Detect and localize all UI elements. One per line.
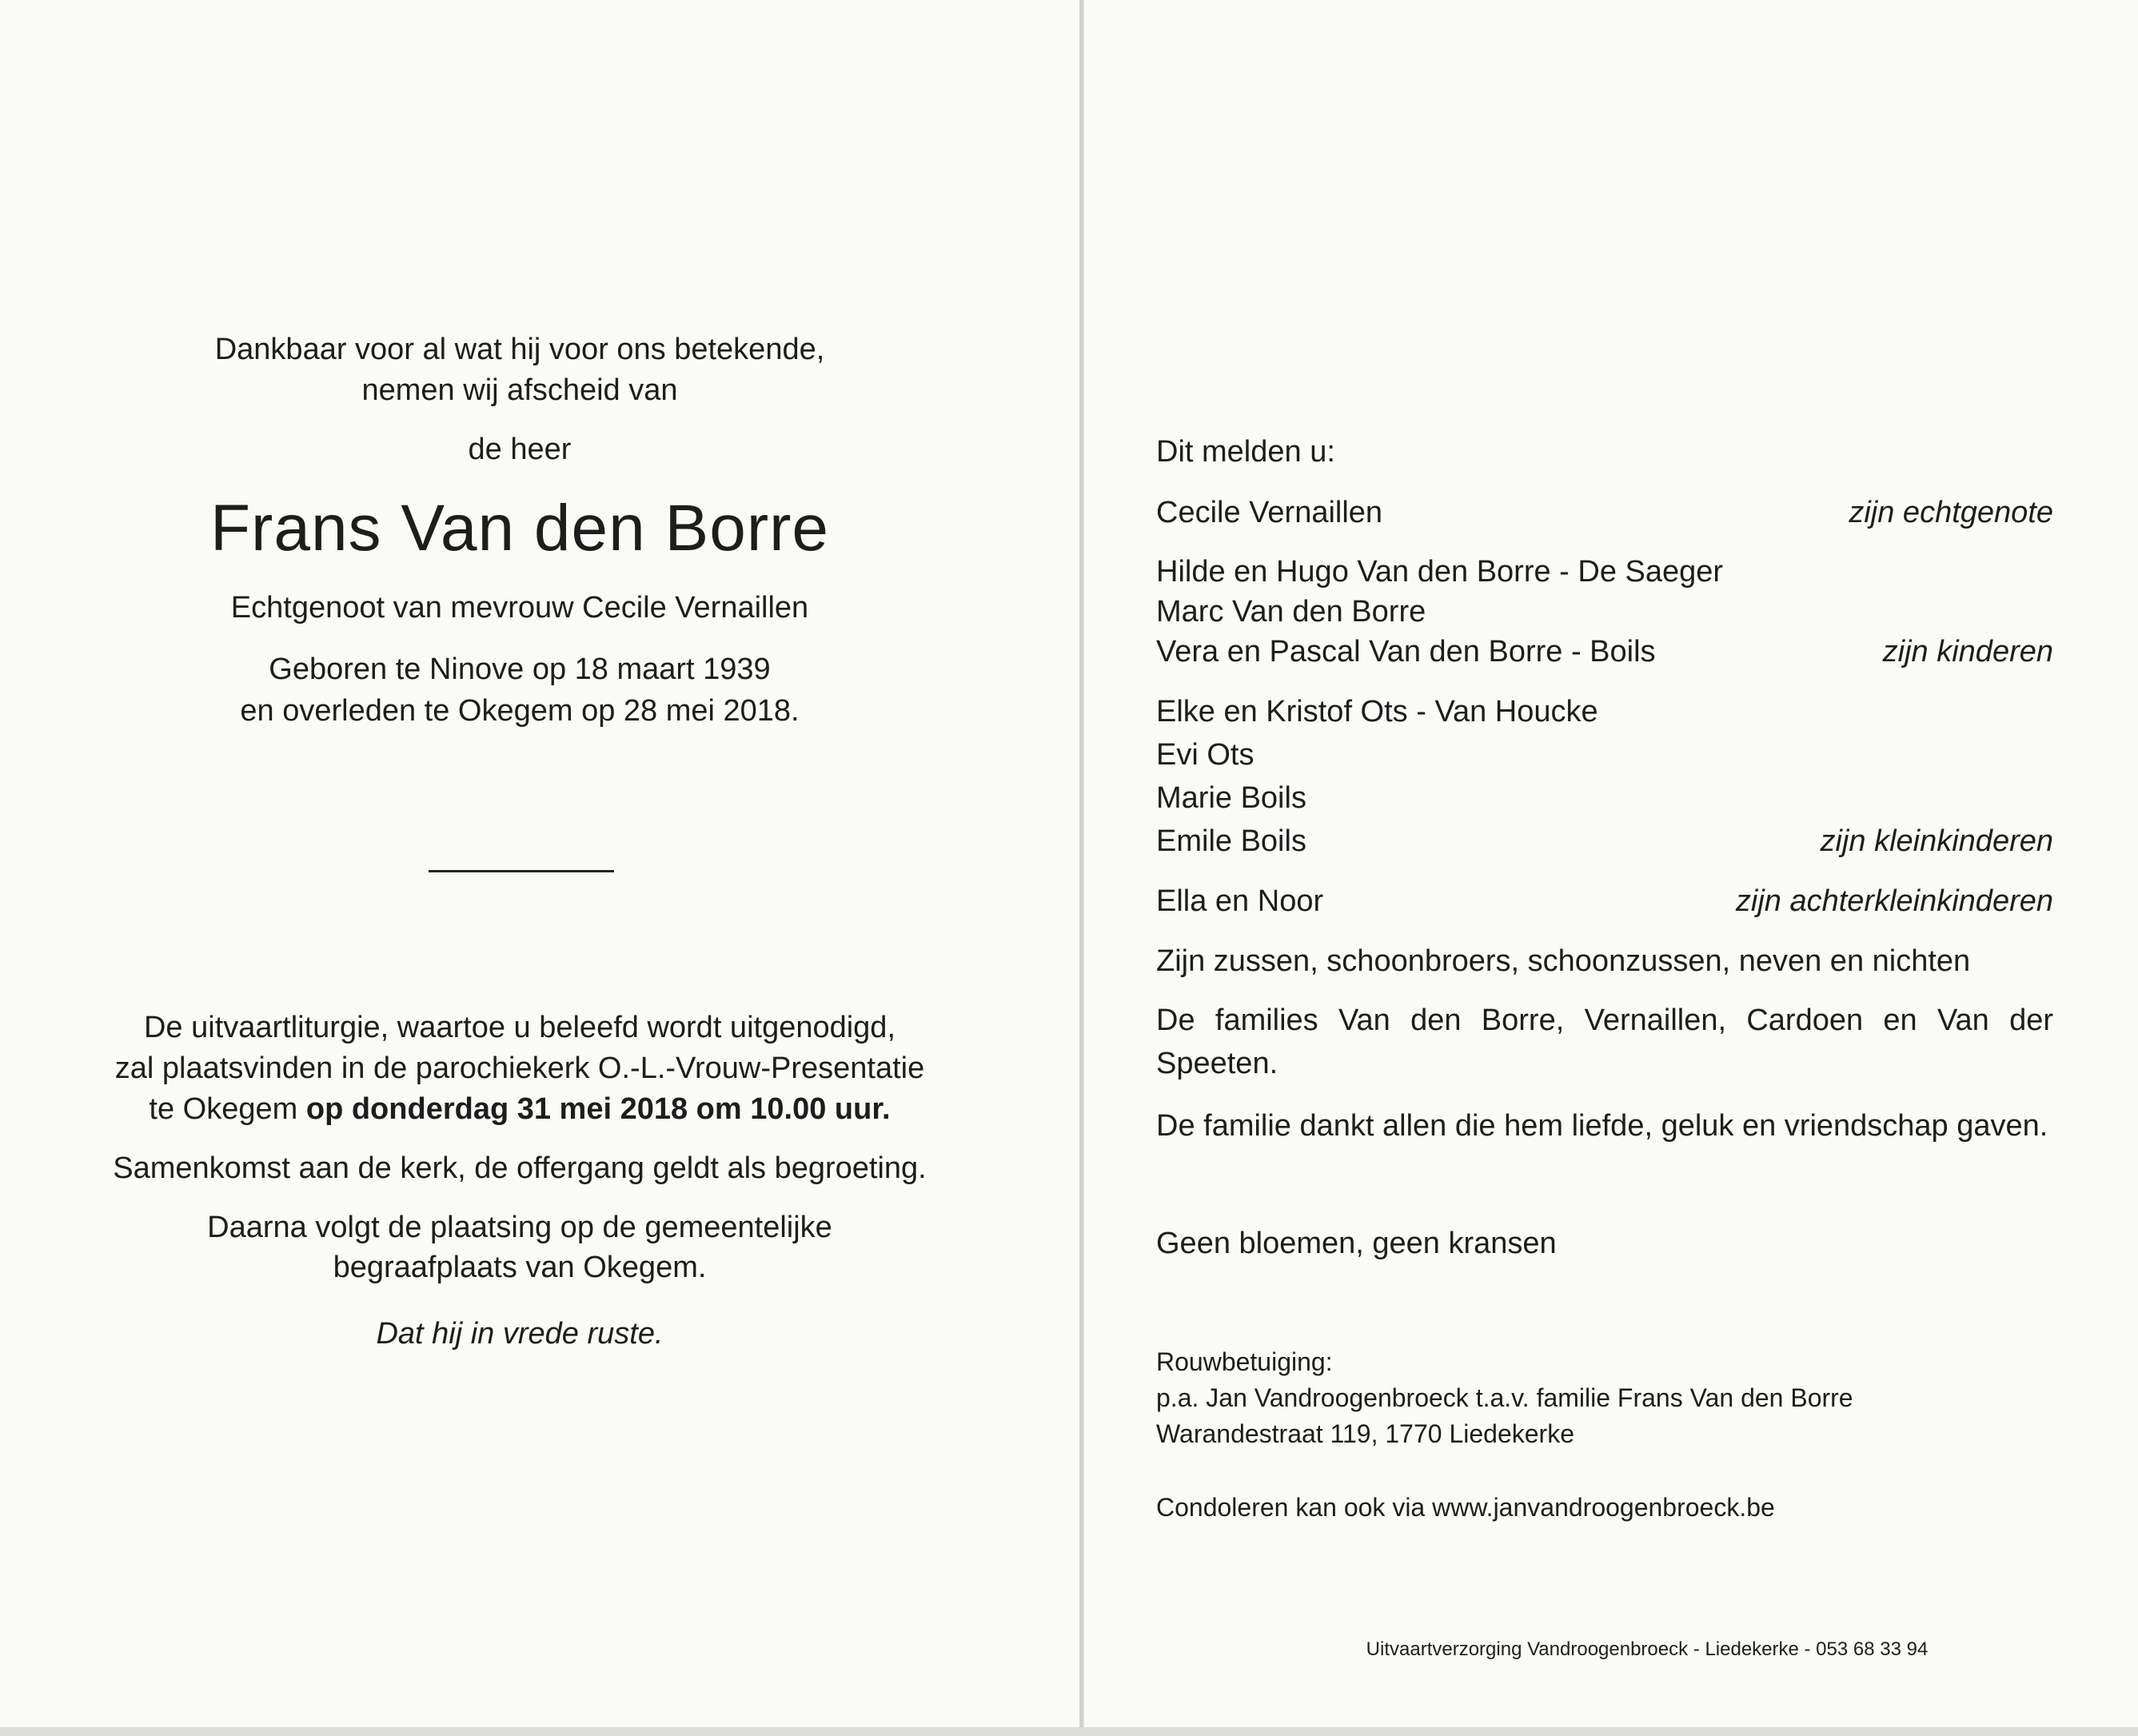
list-item bbox=[1156, 821, 2053, 861]
grandchild-4: Emile Boils bbox=[1156, 824, 1306, 858]
great-grandchildren-relation: zijn achterkleinkinderen bbox=[1735, 884, 2053, 918]
list-item bbox=[1156, 592, 2053, 632]
list-item bbox=[1156, 692, 2053, 732]
grandchild-1: Elke en Kristof Ots - Van Houcke bbox=[1156, 695, 1598, 728]
children-relation: zijn kinderen bbox=[1882, 635, 2053, 668]
scan-bottom-edge bbox=[0, 1727, 2138, 1736]
born-line: Geboren te Ninove op 18 maart 1939 bbox=[269, 652, 771, 686]
spouse-name: Cecile Vernaillen bbox=[1156, 496, 1383, 529]
burial-line-1: Daarna volgt de plaatsing op de gemeentelijke bbox=[207, 1211, 832, 1244]
funeral-line-3 bbox=[64, 1089, 975, 1129]
announce-heading: Dit melden u: bbox=[1156, 435, 1335, 469]
spouse-relation: zijn echtgenote bbox=[1849, 496, 2053, 529]
died-line: en overleden te Okegem op 28 mei 2018. bbox=[240, 694, 800, 728]
no-flowers-line: Geen bloemen, geen kransen bbox=[1156, 1227, 1557, 1260]
spouse-row bbox=[1156, 493, 2053, 533]
great-grandchildren: Ella en Noor bbox=[1156, 884, 1324, 918]
great-grandchildren-row bbox=[1156, 881, 2053, 921]
intro-line-1: Dankbaar voor al wat hij voor ons betekende, bbox=[214, 333, 825, 366]
funeral-place: te Okegem bbox=[149, 1092, 298, 1126]
list-item bbox=[1156, 552, 2053, 592]
divider-rule bbox=[429, 870, 614, 872]
list-item bbox=[1156, 632, 2053, 672]
child-2: Marc Van den Borre bbox=[1156, 595, 1426, 629]
condolence-address-1: p.a. Jan Vandroogenbroeck t.a.v. familie Frans Van den Borre bbox=[1156, 1383, 1853, 1412]
grandchildren-relation: zijn kleinkinderen bbox=[1820, 824, 2053, 858]
condolence-address-2: Warandestraat 119, 1770 Liedekerke bbox=[1156, 1419, 1574, 1448]
closing-prayer: Dat hij in vrede ruste. bbox=[376, 1317, 664, 1351]
online-condolence-line: Condoleren kan ook via www.janvandroogenbroeck.be bbox=[1156, 1493, 1775, 1522]
title-prefix: de heer bbox=[468, 433, 572, 466]
list-item bbox=[1156, 778, 2053, 818]
funeral-date-time: op donderdag 31 mei 2018 om 10.00 uur. bbox=[305, 1092, 891, 1126]
grandchild-3: Marie Boils bbox=[1156, 781, 1306, 815]
families-line: De families Van den Borre, Vernaillen, Cardoen en Van der Speeten. bbox=[1156, 1004, 2053, 1080]
thanks-line: De familie dankt allen die hem liefde, geluk en vriendschap gaven. bbox=[1156, 1109, 2048, 1143]
burial-line-2: begraafplaats van Okegem. bbox=[333, 1251, 707, 1284]
siblings-line: Zijn zussen, schoonbroers, schoonzussen, neven en nichten bbox=[1156, 944, 1971, 978]
grandchild-2: Evi Ots bbox=[1156, 738, 1254, 772]
condolence-label: Rouwbetuiging: bbox=[1156, 1347, 1333, 1376]
list-item bbox=[1156, 735, 2053, 775]
funeral-line-1: De uitvaartliturgie, waartoe u beleefd wordt uitgenodigd, bbox=[143, 1011, 896, 1044]
deceased-name: Frans Van den Borre bbox=[209, 492, 830, 565]
child-3: Vera en Pascal Van den Borre - Boils bbox=[1156, 635, 1656, 668]
child-1: Hilde en Hugo Van den Borre - De Saeger bbox=[1156, 555, 1724, 589]
gathering-line: Samenkomst aan de kerk, de offergang geldt als begroeting. bbox=[113, 1151, 927, 1185]
funeral-line-2: zal plaatsvinden in de parochiekerk O.-L.-Vrouw-Presentatie bbox=[114, 1052, 925, 1085]
right-page bbox=[1084, 0, 2138, 1727]
spouse-line: Echtgenoot van mevrouw Cecile Vernaillen bbox=[230, 591, 809, 625]
intro-line-2: nemen wij afscheid van bbox=[361, 373, 678, 407]
undertaker-footer: Uitvaartverzorging Vandroogenbroeck - Liedekerke - 053 68 33 94 bbox=[1366, 1638, 1929, 1660]
